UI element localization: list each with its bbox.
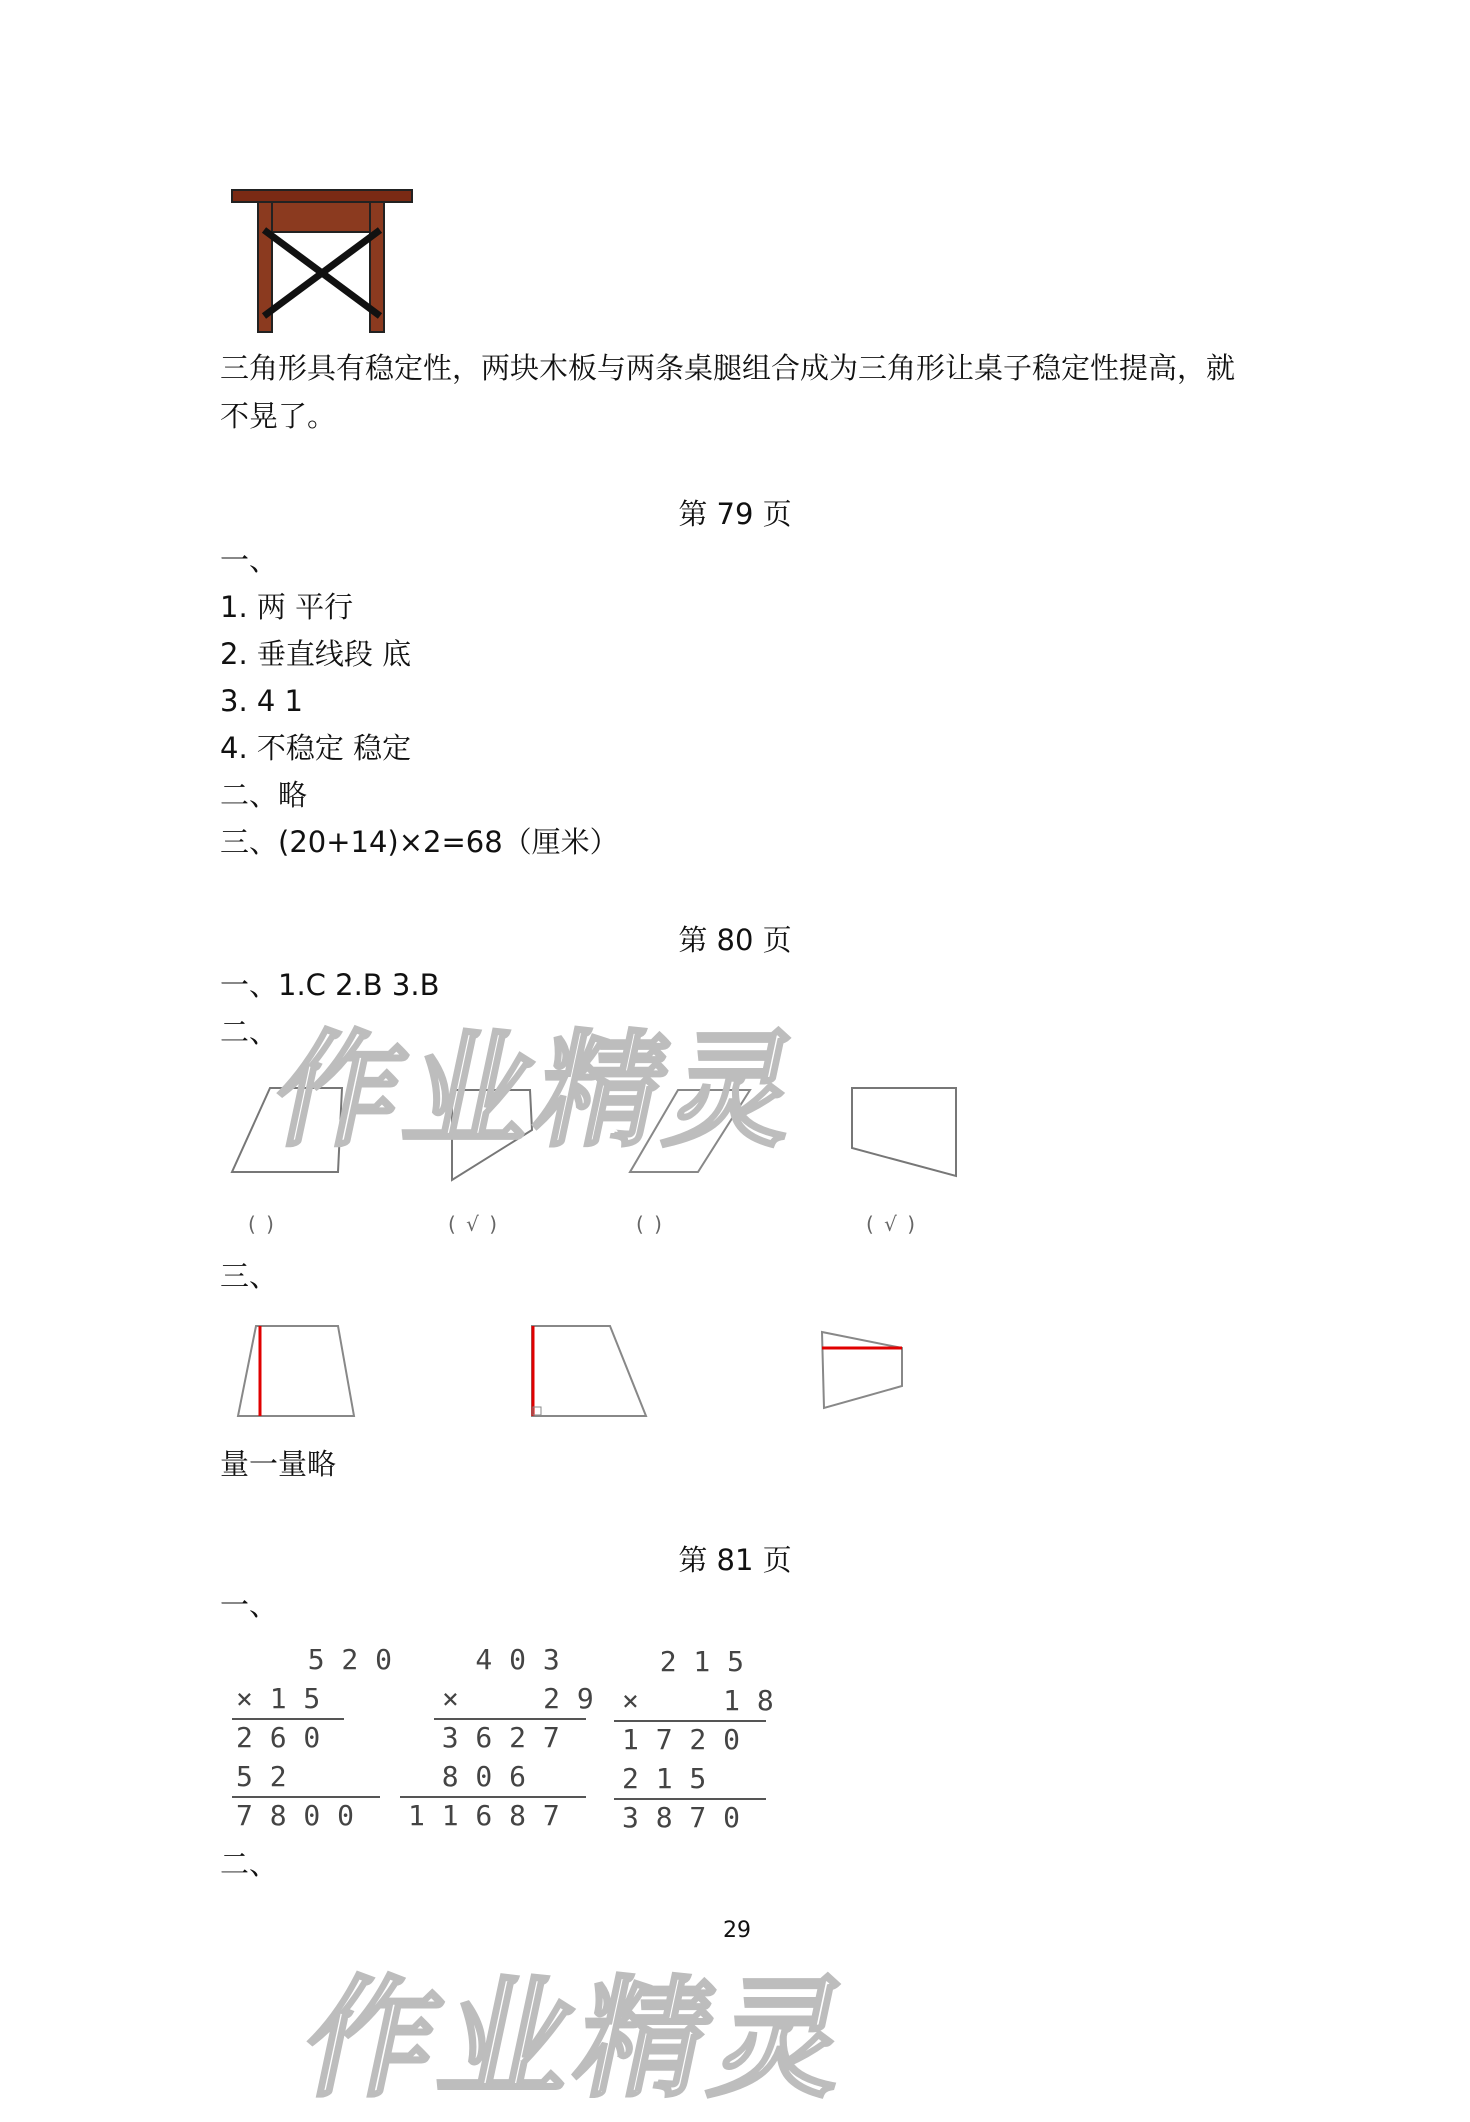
calc1-partial2: 5 2 xyxy=(236,1760,287,1793)
page79-section2: 二、略 xyxy=(220,778,308,812)
page80-section3-label: 三、 xyxy=(220,1259,279,1293)
paren-1: ( ) xyxy=(248,1212,276,1236)
calc1 xyxy=(232,1640,393,1835)
page79-q2: 2. 垂直线段 底 xyxy=(220,637,412,671)
page79-q1: 1. 两 平行 xyxy=(220,590,354,624)
calc3-rule2 xyxy=(614,1798,766,1800)
intro-line-1: 三角形具有稳定性，两块木板与两条桌腿组合成为三角形让桌子稳定性提高，就 xyxy=(220,351,1236,385)
watermark-bottom: 作业精灵 xyxy=(291,1963,868,2115)
calc1-multiplier: × 1 5 xyxy=(236,1682,321,1715)
page80-section1: 一、1.C 2.B 3.B xyxy=(220,968,440,1002)
page-number-text: 29 xyxy=(723,1918,751,1943)
paren-3: ( ) xyxy=(636,1212,664,1236)
calc2-product: 1 1 6 8 7 xyxy=(408,1799,560,1832)
page80-section2-label: 二、 xyxy=(220,1015,279,1049)
page81-section1-label: 一、 xyxy=(220,1588,279,1622)
calc2-partial2: 8 0 6 xyxy=(408,1760,527,1793)
calc3-rule1 xyxy=(614,1720,766,1722)
paren-2: ( √ ) xyxy=(448,1212,500,1236)
page80-title: 第 80 页 xyxy=(678,923,792,957)
calc1-multiplicand: 5 2 0 xyxy=(274,1643,393,1676)
page80-note: 量一量略 xyxy=(220,1447,337,1481)
table-illustration xyxy=(230,188,416,336)
page79-section3: 三、(20+14)×2=68（厘米） xyxy=(220,825,619,859)
page81-title: 第 81 页 xyxy=(678,1543,792,1577)
calc1-rule1 xyxy=(232,1718,344,1720)
calc1-partial1: 2 6 0 xyxy=(236,1721,321,1754)
calc3 xyxy=(614,1642,774,1837)
paren-4: ( √ ) xyxy=(866,1212,918,1236)
calc3-multiplier: × 1 8 xyxy=(622,1684,774,1717)
page79-title: 第 79 页 xyxy=(678,497,792,531)
page79-q4: 4. 不稳定 稳定 xyxy=(220,731,412,765)
calc3-product: 3 8 7 0 xyxy=(622,1801,741,1834)
calc2-rule1 xyxy=(434,1718,586,1720)
calc2-multiplier: × 2 9 xyxy=(442,1682,594,1715)
page79-section1-label: 一、 xyxy=(220,543,279,577)
intro-line-2: 不晃了。 xyxy=(220,399,337,433)
calc2-multiplicand: 4 0 3 xyxy=(408,1643,560,1676)
calc1-rule2 xyxy=(232,1796,380,1798)
calc2-partial1: 3 6 2 7 xyxy=(408,1721,560,1754)
calc3-partial1: 1 7 2 0 xyxy=(622,1723,741,1756)
calc1-product: 7 8 0 0 xyxy=(236,1799,355,1832)
calc3-partial2: 2 1 5 xyxy=(622,1762,707,1795)
trapezoid-heights xyxy=(230,1320,910,1425)
watermark-middle: 作业精灵 xyxy=(262,1019,817,1164)
calc2-rule2 xyxy=(400,1796,586,1798)
page79-q3: 3. 4 1 xyxy=(220,684,304,718)
calc3-multiplicand: 2 1 5 xyxy=(626,1645,745,1678)
page81-section2-label: 二、 xyxy=(220,1847,279,1881)
calc2 xyxy=(400,1640,594,1835)
